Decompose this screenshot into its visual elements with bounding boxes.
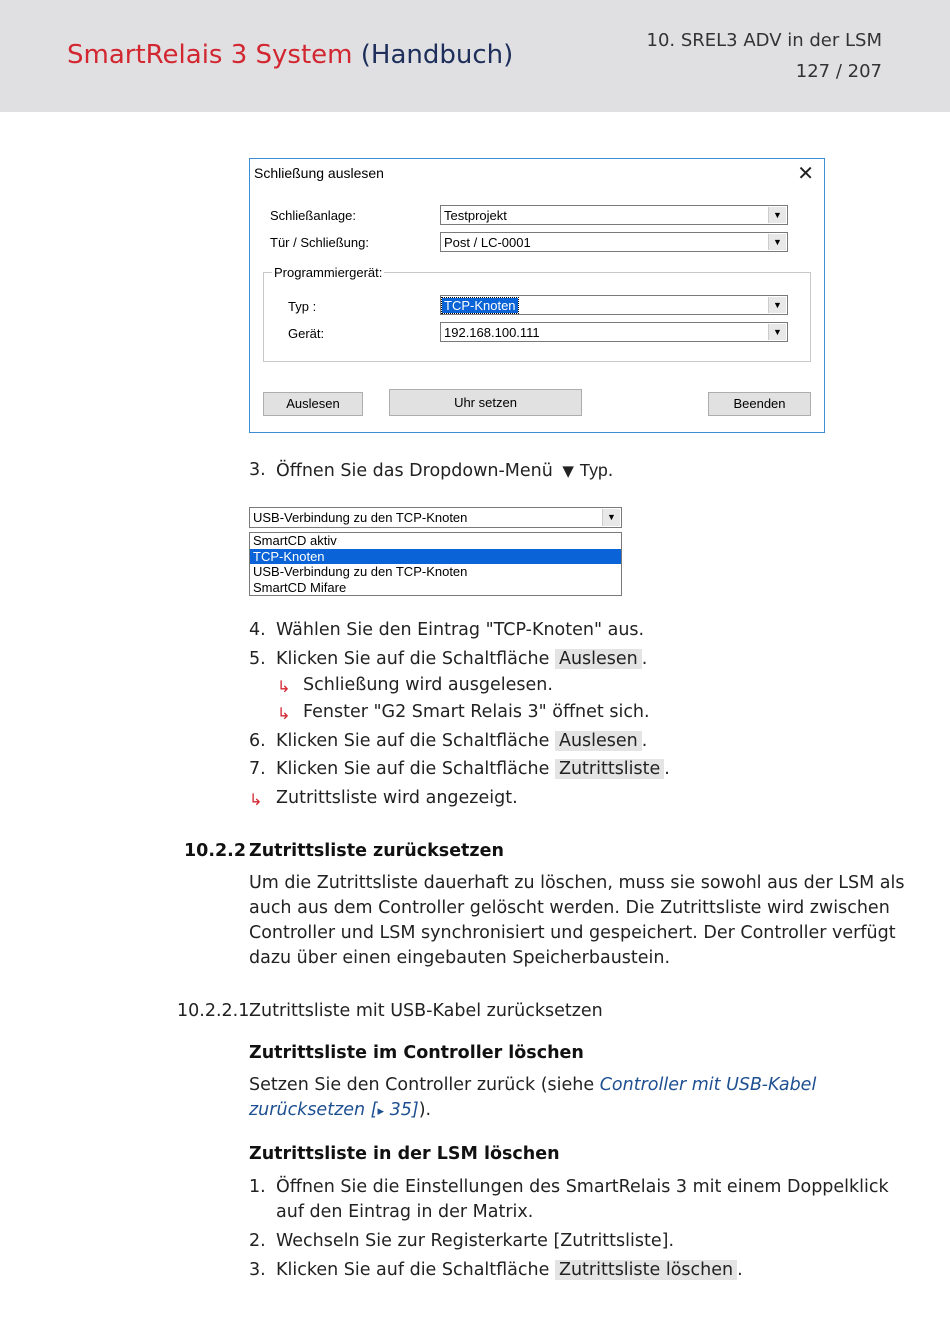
result-3: Zutrittsliste wird angezeigt.	[276, 788, 518, 808]
subsection-title: Zutrittsliste mit USB-Kabel zurücksetzen	[249, 1001, 603, 1021]
lsm-step-2-number: 2.	[249, 1231, 266, 1251]
tuer-select[interactable]	[440, 232, 788, 252]
dialog-title: Schließung auslesen	[254, 165, 384, 181]
schliessanlage-select[interactable]	[440, 205, 788, 225]
result-2: Fenster "G2 Smart Relais 3" öffnet sich.	[303, 702, 650, 722]
lsm-step-3-label: Klicken Sie auf die Schaltfläche	[276, 1260, 550, 1280]
lsm-step-2-text: Wechseln Sie zur Registerkarte [Zutrittsliste].	[276, 1231, 675, 1251]
step-7-end: .	[664, 759, 670, 779]
label-geraet: Gerät:	[288, 326, 325, 341]
section-para-line: Controller und LSM synchronisiert und gespeichert. Der Controller verfügt	[249, 923, 896, 943]
page-ref-icon: ▸	[377, 1104, 385, 1119]
typ-value: TCP-Knoten	[444, 298, 516, 313]
section-para-line: auch aus dem Controller gelöscht werden. Die Zutrittsliste wird zwischen	[249, 898, 890, 918]
controller-link[interactable]: Controller mit USB-Kabel	[599, 1075, 817, 1095]
step-7-text	[276, 759, 670, 779]
result-arrow-icon: ↳	[249, 790, 263, 809]
step-3-number: 3.	[249, 460, 266, 480]
step-6-number: 6.	[249, 731, 266, 751]
step-6-label: Klicken Sie auf die Schaltfläche	[276, 731, 550, 751]
controller-post: ).	[418, 1100, 432, 1120]
controller-link-cont[interactable]: zurücksetzen [	[249, 1100, 378, 1120]
typ-dropdown-combo[interactable]	[249, 507, 622, 528]
result-arrow-icon: ↳	[277, 704, 291, 723]
controller-text-2	[249, 1100, 431, 1120]
step-5-label: Klicken Sie auf die Schaltfläche	[276, 649, 550, 669]
step-5-end: .	[641, 649, 648, 669]
group-label: Programmiergerät:	[274, 265, 383, 280]
brand-subtitle: (Handbuch)	[360, 40, 514, 70]
controller-pre: Setzen Sie den Controller zurück (siehe	[249, 1075, 600, 1095]
step-3-term: Typ	[579, 460, 608, 480]
chevron-down-icon[interactable]: ▼	[602, 509, 620, 526]
step-7-label: Klicken Sie auf die Schaltfläche	[276, 759, 550, 779]
step-4-text: Wählen Sie den Eintrag "TCP-Knoten" aus.	[276, 620, 645, 640]
chevron-down-icon[interactable]: ▼	[768, 207, 786, 223]
heading-controller: Zutrittsliste im Controller löschen	[249, 1043, 584, 1063]
section-title: Zutrittsliste zurücksetzen	[249, 841, 504, 861]
typ-dropdown-list	[249, 532, 622, 596]
tuer-value: Post / LC-0001	[444, 235, 531, 250]
step-5-text	[276, 649, 647, 669]
auslesen-ref: Auslesen	[555, 649, 642, 669]
lsm-step-1-line: auf den Eintrag in der Matrix.	[276, 1202, 534, 1222]
auslesen-ref: Auslesen	[555, 731, 642, 751]
chapter-title: 10. SREL3 ADV in der LSM	[646, 30, 882, 51]
dialog-schliessung-auslesen	[249, 158, 825, 433]
dropdown-option[interactable]: USB-Verbindung zu den TCP-Knoten	[253, 564, 468, 579]
geraet-select[interactable]	[440, 322, 788, 342]
geraet-value: 192.168.100.111	[444, 325, 540, 340]
lsm-step-1-number: 1.	[249, 1177, 266, 1197]
page-header	[0, 0, 950, 112]
label-schliessanlage: Schließanlage:	[270, 208, 356, 223]
step-3-label: Öffnen Sie das Dropdown-Menü	[276, 461, 553, 481]
lsm-step-3-end: .	[737, 1260, 743, 1280]
section-number: 10.2.2	[184, 841, 247, 861]
typ-dropdown	[249, 507, 622, 596]
typ-dropdown-value: USB-Verbindung zu den TCP-Knoten	[253, 510, 468, 525]
label-typ: Typ :	[288, 299, 317, 314]
dropdown-marker-icon: ▼	[562, 462, 574, 480]
typ-select[interactable]	[440, 295, 788, 315]
step-5-number: 5.	[249, 649, 266, 669]
close-icon[interactable]: ✕	[797, 163, 814, 185]
chevron-down-icon[interactable]: ▼	[768, 297, 786, 313]
step-3-end: .	[607, 461, 614, 481]
dropdown-option[interactable]: SmartCD Mifare	[253, 579, 347, 595]
zutrittsliste-ref: Zutrittsliste	[555, 759, 664, 779]
result-1: Schließung wird ausgelesen.	[303, 675, 553, 695]
result-arrow-icon: ↳	[277, 677, 291, 696]
zutrittsliste-loeschen-ref: Zutrittsliste löschen	[555, 1260, 737, 1280]
page-ref-number[interactable]: 35]	[384, 1100, 419, 1120]
lsm-step-3-number: 3.	[249, 1260, 266, 1280]
step-3-text	[276, 460, 613, 481]
auslesen-button[interactable]: Auslesen	[263, 392, 363, 416]
section-para-line: dazu über einen eingebauten Speicherbaustein.	[249, 948, 671, 968]
uhr-setzen-button[interactable]: Uhr setzen	[389, 389, 582, 416]
step-6-text	[276, 731, 647, 751]
step-6-end: .	[641, 731, 648, 751]
step-4-number: 4.	[249, 620, 266, 640]
section-para-line: Um die Zutrittsliste dauerhaft zu löschen, muss sie sowohl aus der LSM als	[249, 873, 905, 893]
page-number: 127 / 207	[795, 61, 882, 82]
beenden-button[interactable]: Beenden	[708, 392, 811, 416]
label-tuer: Tür / Schließung:	[270, 235, 369, 250]
heading-lsm: Zutrittsliste in der LSM löschen	[249, 1144, 560, 1164]
subsection-number: 10.2.2.1	[177, 1001, 250, 1021]
controller-text	[249, 1075, 816, 1095]
lsm-step-1-line: Öffnen Sie die Einstellungen des SmartRelais 3 mit einem Doppelklick	[276, 1177, 889, 1197]
step-7-number: 7.	[249, 759, 266, 779]
dropdown-option[interactable]: SmartCD aktiv	[253, 533, 337, 548]
chevron-down-icon[interactable]: ▼	[768, 234, 786, 250]
schliessanlage-value: Testprojekt	[444, 208, 507, 223]
brand-name: SmartRelais 3 System	[67, 40, 353, 70]
brand-title	[67, 40, 513, 70]
dropdown-option-selected[interactable]: TCP-Knoten	[250, 549, 621, 565]
lsm-step-3-text	[276, 1260, 743, 1280]
chevron-down-icon[interactable]: ▼	[768, 324, 786, 340]
programmiergeraet-group	[263, 272, 811, 362]
